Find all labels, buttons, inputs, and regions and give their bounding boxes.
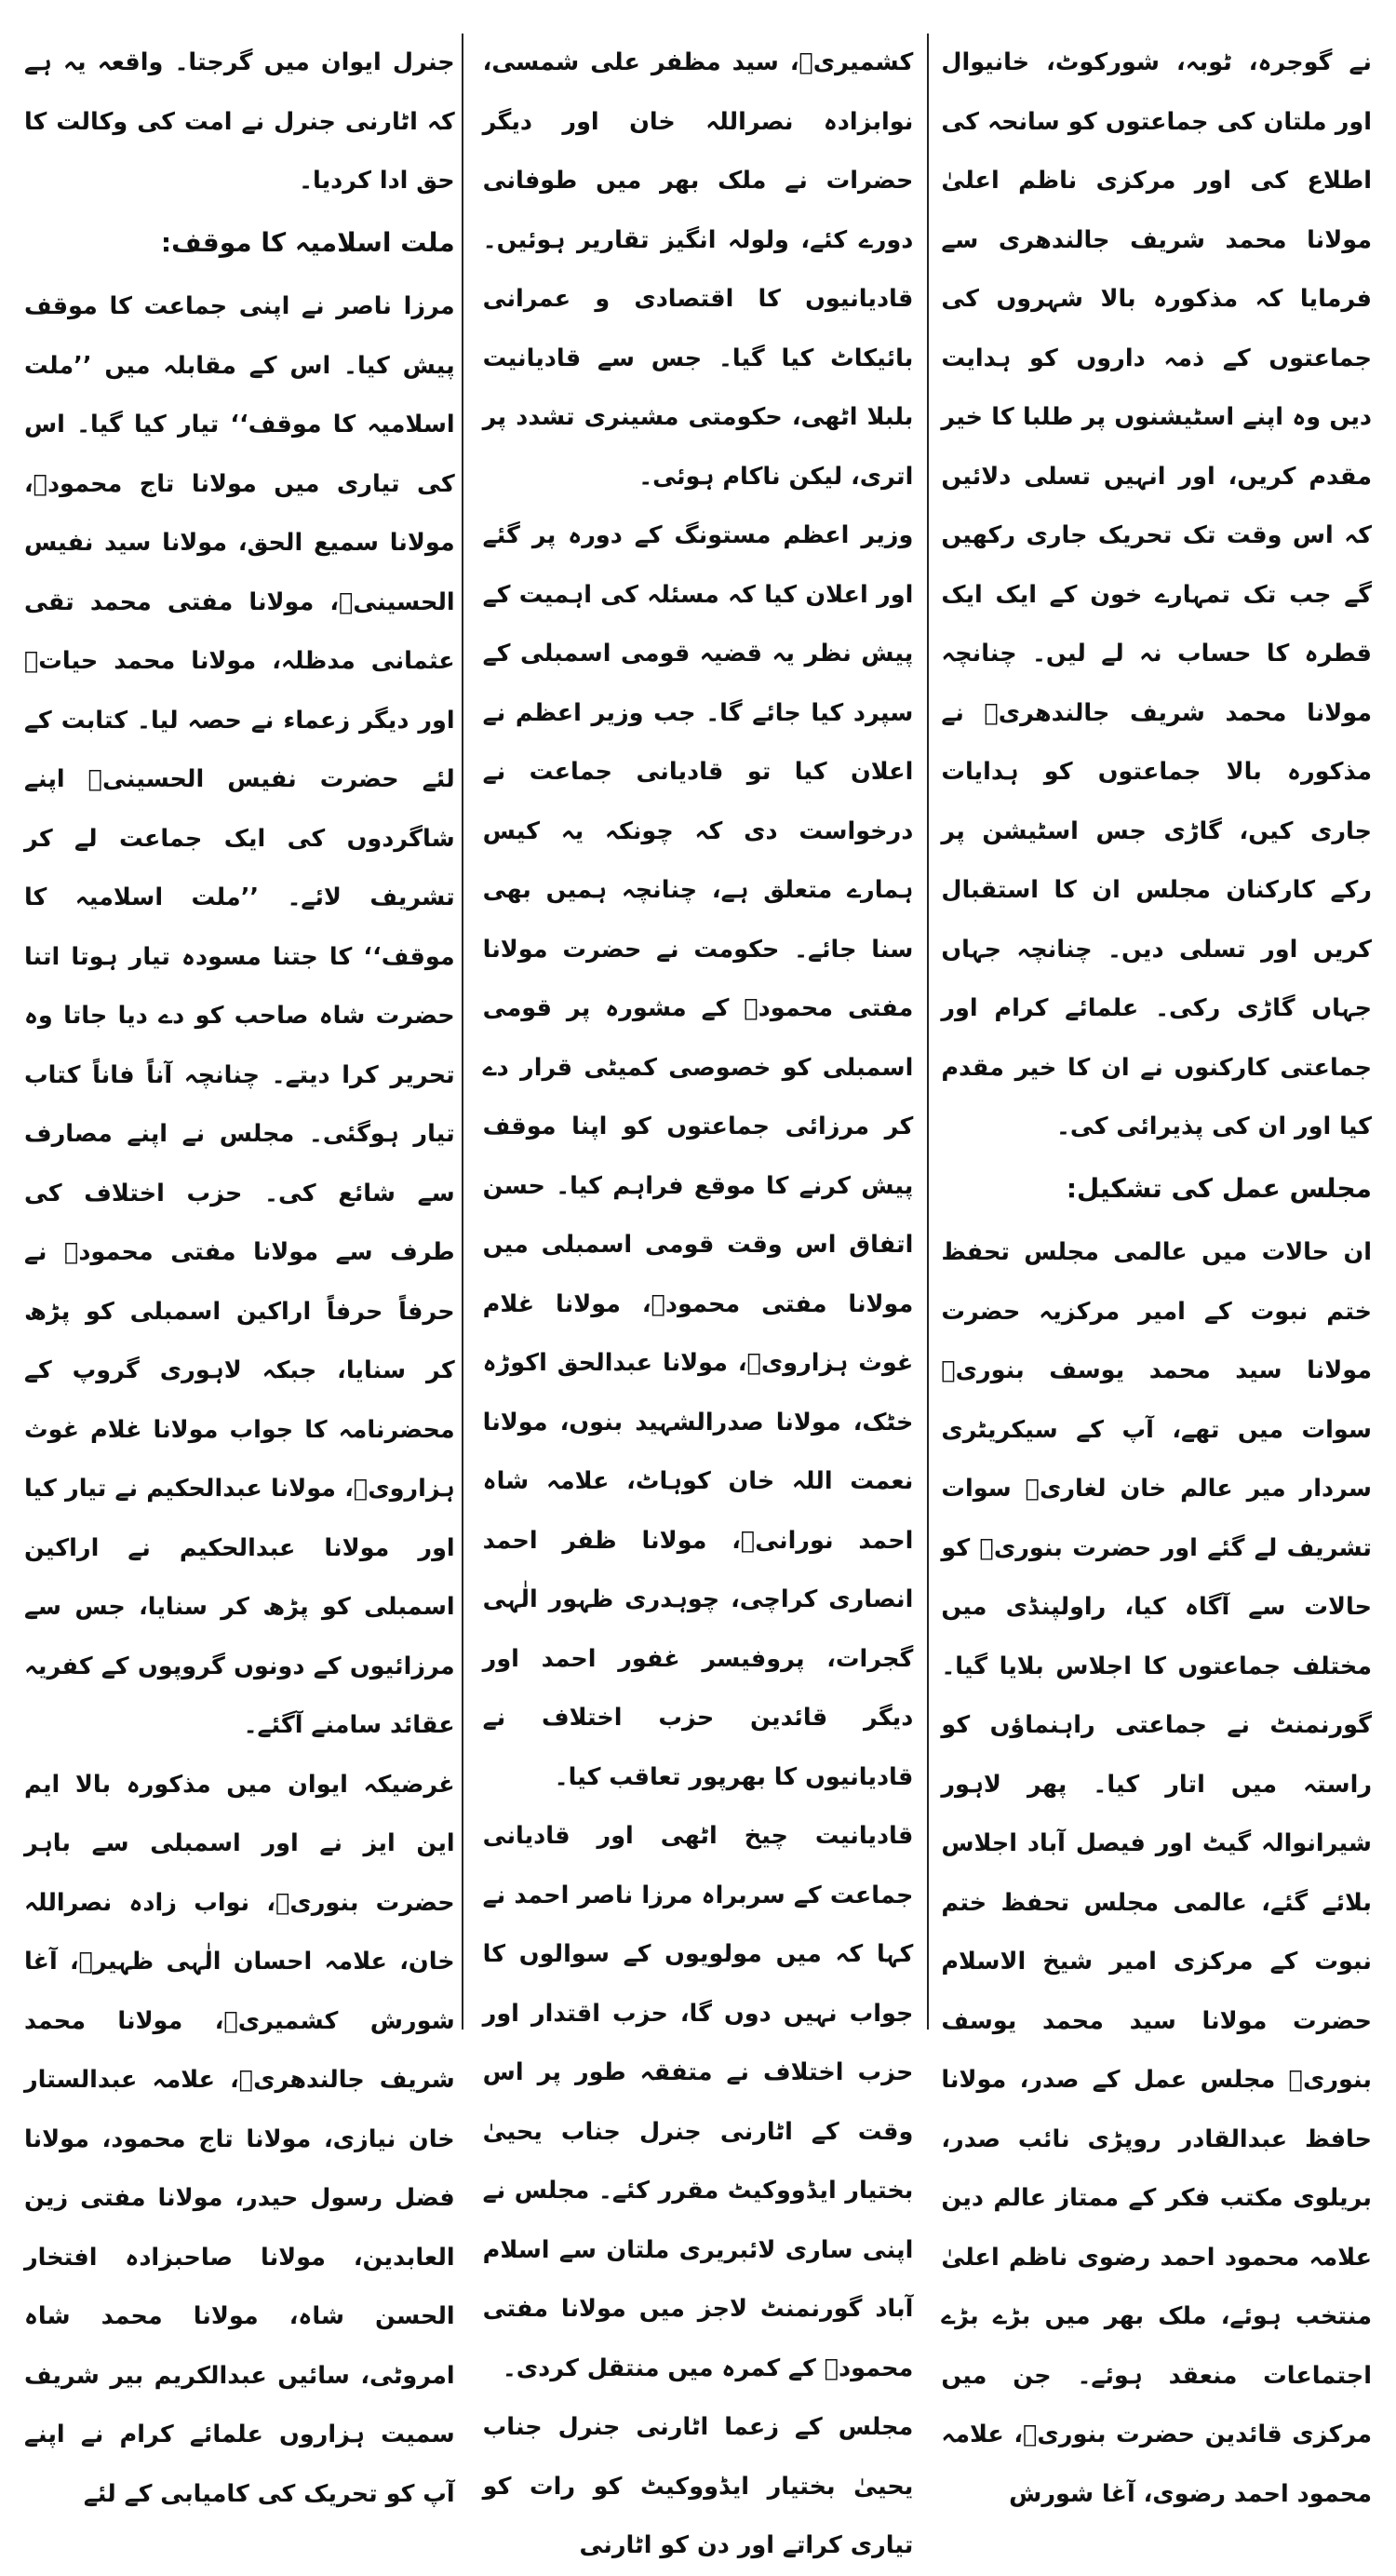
paragraph: وزیر اعظم مستونگ کے دورہ پر گئے اور اعلان کیا کہ مسئلہ کی اہمیت کے پیش نظر یہ قضیہ قومی اسمبلی کے سپرد کیا جائے گا۔ جب وزیر اعظم نے اعلان کیا تو قادیانی جماعت نے درخواست دی کہ چونکہ یہ کیس ہمارے متعلق ہے، چنانچہ ہمیں بھی سنا جائے۔ حکومت نے حضرت مولانا مفتی محمودؒ کے مشورہ پر قومی اسمبلی کو خصوصی کمیٹی قرار دے کر مرزائی جماعتوں کو اپنا موقف پیش کرنے کا موقع فراہم کیا۔ حسن اتفاق اس وقت قومی اسمبلی میں مولانا مفتی محمودؒ، مولانا غلام غوث ہزارویؒ، مولانا عبدالحق اکوڑہ خٹک، مولانا صدرالشہید بنوں، مولانا نعمت اللہ خان کوہاٹ، علامہ شاہ احمد نورانیؒ، مولانا ظفر احمد انصاری کراچی، چوہدری ظہور الٰہی گجرات، پروفیسر غفور احمد اور دیگر قائدین حزب اختلاف نے قادیانیوں کا بھرپور تعاقب کیا۔ <box>482 521 914 1791</box>
paragraph: مرزا ناصر نے اپنی جماعت کا موقف پیش کیا۔ اس کے مقابلہ میں ’’ملت اسلامیہ کا موقف‘‘ تیار کیا گیا۔ اس کی تیاری میں مولانا تاج محمودؒ، مولانا سمیع الحق، مولانا سید نفیس الحسینیؒ، مولانا مفتی محمد تقی عثمانی مدظلہ، مولانا محمد حیاتؒ اور دیگر زعماء نے حصہ لیا۔ کتابت کے لئے حضرت نفیس الحسینیؒ اپنے شاگردوں کی ایک جماعت لے کر تشریف لائے۔ ’’ملت اسلامیہ کا موقف‘‘ کا جتنا مسودہ تیار ہوتا اتنا حضرت شاہ صاحب کو دے دیا جاتا وہ تحریر کرا دیتے۔ چنانچہ آناً فاناً کتاب تیار ہوگئی۔ مجلس نے اپنے مصارف سے شائع کی۔ حزب اختلاف کی طرف سے مولانا مفتی محمودؒ نے حرفاً حرفاً اراکین اسمبلی کو پڑھ کر سنایا، جبکہ لاہوری گروپ کے محضرنامہ کا جواب مولانا غلام غوث ہزارویؒ، مولانا عبدالحکیم نے تیار کیا اور مولانا عبدالحکیم نے اراکین اسمبلی کو پڑھ کر سنایا، جس سے مرزائیوں کے دونوں گروپوں کے کفریہ عقائد سامنے آگئے۔ <box>23 292 455 1739</box>
column-left <box>23 34 455 2508</box>
column-middle <box>482 34 914 2559</box>
paragraph: نے گوجرہ، ٹوبہ، شورکوٹ، خانیوال اور ملتان کی جماعتوں کو سانحہ کی اطلاع کی اور مرکزی ناظم اعلیٰ مولانا محمد شریف جالندھری سے فرمایا کہ مذکورہ بالا شہروں کی جماعتوں کے ذمہ داروں کو ہدایت دیں وہ اپنے اسٹیشنوں پر طلبا کا خیر مقدم کریں، اور انہیں تسلی دلائیں کہ اس وقت تک تحریک جاری رکھیں گے جب تک تمہارے خون کے ایک ایک قطرہ کا حساب نہ لے لیں۔ چنانچہ مولانا محمد شریف جالندھریؒ نے مذکورہ بالا جماعتوں کو ہدایات جاری کیں، گاڑی جس اسٹیشن پر رکے کارکنان مجلس ان کا استقبال کریں اور تسلی دیں۔ چنانچہ جہاں جہاں گاڑی رکی۔ علمائے کرام اور جماعتی کارکنوں نے ان کا خیر مقدم کیا اور ان کی پذیرائی کی۔ <box>941 48 1372 1140</box>
paragraph: کشمیریؒ، سید مظفر علی شمسی، نوابزادہ نصراللہ خان اور دیگر حضرات نے ملک بھر میں طوفانی دورے کئے، ولولہ انگیز تقاریر ہوئیں۔ قادیانیوں کا اقتصادی و عمرانی بائیکاٹ کیا گیا۔ جس سے قادیانیت بلبلا اٹھی، حکومتی مشینری تشدد پر اتری، لیکن ناکام ہوئی۔ <box>482 48 914 491</box>
column-right <box>941 34 1372 2508</box>
column-divider <box>462 34 463 2030</box>
paragraph: مجلس کے زعما اٹارنی جنرل جناب یحییٰ بختیار ایڈووکیٹ کو رات کو تیاری کراتے اور دن کو اٹارنی <box>482 2413 914 2559</box>
paragraph: ان حالات میں عالمی مجلس تحفظ ختم نبوت کے امیر مرکزیہ حضرت مولانا سید محمد یوسف بنوریؒ سوات میں تھے، آپ کے سیکریٹری سردار میر عالم خان لغاریؒ سوات تشریف لے گئے اور حضرت بنوریؒ کو حالات سے آگاہ کیا، راولپنڈی میں مختلف جماعتوں کا اجلاس بلایا گیا۔ گورنمنٹ نے جماعتی راہنماؤں کو راستہ میں اتار کیا۔ پھر لاہور شیرانوالہ گیٹ اور فیصل آباد اجلاس بلائے گئے، عالمی مجلس تحفظ ختم نبوت کے مرکزی امیر شیخ الاسلام حضرت مولانا سید محمد یوسف بنوریؒ مجلس عمل کے صدر، مولانا حافظ عبدالقادر روپڑی نائب صدر، بریلوی مکتب فکر کے ممتاز عالم دین علامہ محمود احمد رضوی ناظم اعلیٰ منتخب ہوئے، ملک بھر میں بڑے بڑے اجتماعات منعقد ہوئے۔ جن میں مرکزی قائدین حضرت بنوریؒ، علامہ محمود احمد رضوی، آغا شورش <box>941 1238 1372 2508</box>
section-heading: مجلس عمل کی تشکیل: <box>1066 1172 1372 1204</box>
section-heading: ملت اسلامیہ کا موقف: <box>160 226 455 258</box>
paragraph: غرضیکہ ایوان میں مذکورہ بالا ایم این ایز نے اور اسمبلی سے باہر حضرت بنوریؒ، نواب زادہ نصراللہ خان، علامہ احسان الٰہی ظہیرؒ، آغا شورش کشمیریؒ، مولانا محمد شریف جالندھریؒ، علامہ عبدالستار خان نیازی، مولانا تاج محمود، مولانا فضل رسول حیدر، مولانا مفتی زین العابدین، مولانا صاحبزادہ افتخار الحسن شاہ، مولانا محمد شاہ امروٹی، سائیں عبدالکریم بیر شریف سمیت ہزاروں علمائے کرام نے اپنے آپ کو تحریک کی کامیابی کے لئے <box>23 1770 455 2508</box>
column-divider <box>927 34 929 2030</box>
paragraph: قادیانیت چیخ اٹھی اور قادیانی جماعت کے سربراہ مرزا ناصر احمد نے کہا کہ میں مولویوں کے سوالوں کا جواب نہیں دوں گا، حزب اقتدار اور حزب اختلاف نے متفقہ طور پر اس وقت کے اٹارنی جنرل جناب یحییٰ بختیار ایڈووکیٹ مقرر کئے۔ مجلس نے اپنی ساری لائبریری ملتان سے اسلام آباد گورنمنٹ لاجز میں مولانا مفتی محمودؒ کے کمرہ میں منتقل کردی۔ <box>482 1822 914 2382</box>
paragraph: جنرل ایوان میں گرجتا۔ واقعہ یہ ہے کہ اٹارنی جنرل نے امت کی وکالت کا حق ادا کردیا۔ <box>23 48 455 195</box>
